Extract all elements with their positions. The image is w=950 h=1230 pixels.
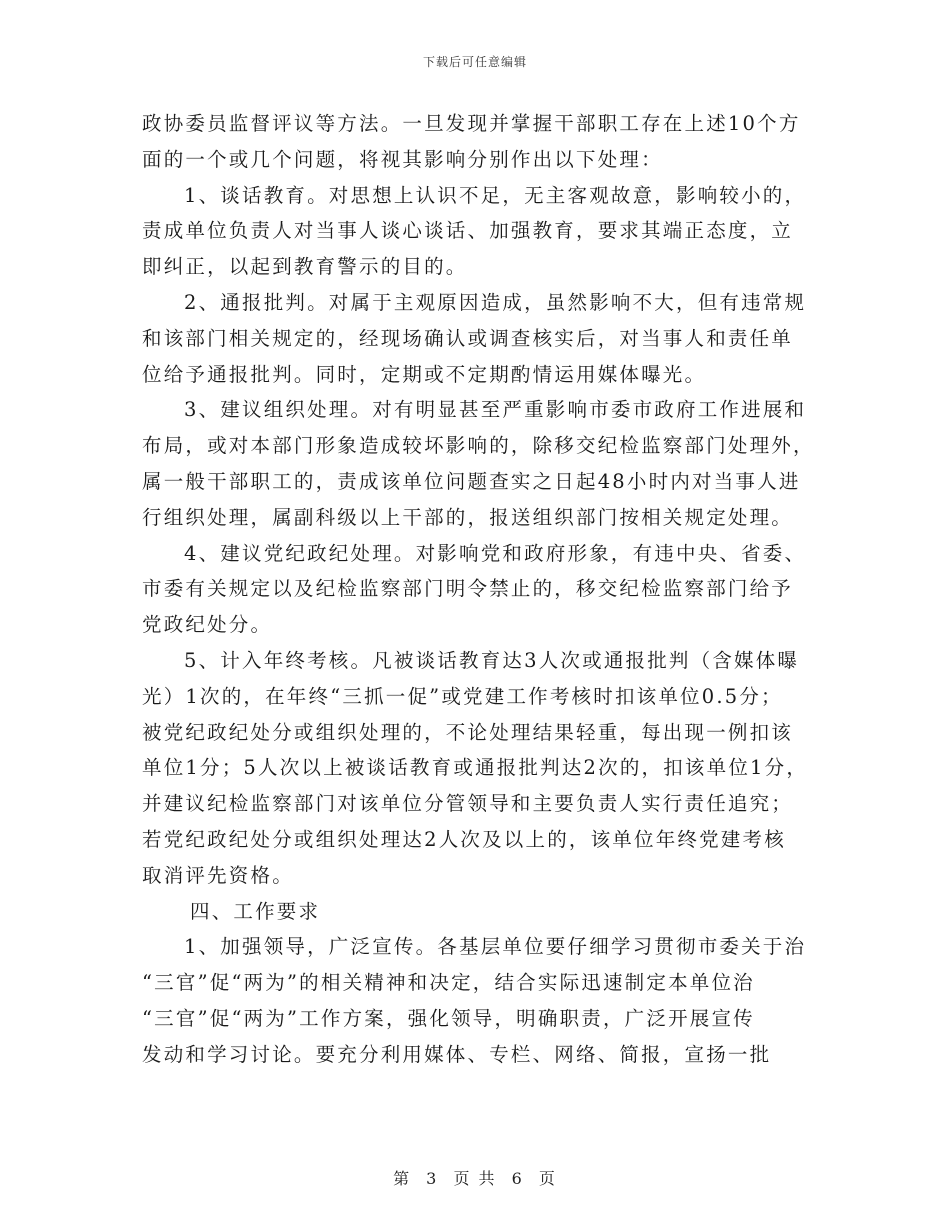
text-line: 并建议纪检监察部门对该单位分管领导和主要负责人实行责任追究； (142, 792, 794, 816)
text-line: 被党纪政纪处分或组织处理的，不论处理结果轻重，每出现一例扣该 (142, 720, 794, 744)
text-line: 1、加强领导，广泛宣传。各基层单位要仔细学习贯彻市委关于治 (184, 935, 807, 959)
text-line: 单位1分；5人次以上被谈话教育或通报批判达2次的，扣该单位1分， (142, 756, 809, 780)
text-line: 光）1次的，在年终“三抓一促”或党建工作考核时扣该单位0.5分； (142, 684, 783, 708)
text-line: 1、谈话教育。对思想上认识不足，无主客观故意，影响较小的， (184, 183, 807, 207)
text-line: 和该部门相关规定的，经现场确认或调查核实后，对当事人和责任单 (142, 326, 794, 350)
text-line: 行组织处理，属副科级以上干部的，报送组织部门按相关规定处理。 (142, 505, 794, 529)
text-line: 取消评先资格。 (142, 863, 294, 887)
text-line: 5、计入年终考核。凡被谈话教育达3人次或通报批判（含媒体曝 (184, 648, 800, 672)
text-line: 发动和学习讨论。要充分利用媒体、专栏、网络、简报，宣扬一批 (142, 1042, 772, 1066)
text-line: 3、建议组织处理。对有明显甚至严重影响市委市政府工作进展和 (184, 398, 807, 422)
text-line: 党政纪处分。 (142, 613, 273, 637)
footer-middle: 页 共 (453, 1169, 497, 1188)
text-line: 市委有关规定以及纪检监察部门明令禁止的，移交纪检监察部门给予 (142, 577, 794, 601)
text-line: 政协委员监督评议等方法。一旦发现并掌握干部职工存在上述10个方 (142, 112, 801, 135)
section-heading: 四、工作要求 (190, 899, 321, 923)
footer-total-pages: 6 (511, 1169, 524, 1188)
body-text (142, 106, 815, 1073)
text-line: 属一般干部职工的，责成该单位问题查实之日起48小时内对当事人进 (142, 469, 801, 493)
header-note: 下载后可任意编辑 (422, 55, 527, 69)
page-footer (0, 1166, 950, 1189)
text-line: 即纠正，以起到教育警示的目的。 (142, 255, 468, 279)
text-line: 若党纪政纪处分或组织处理达2人次及以上的，该单位年终党建考核 (142, 827, 786, 851)
text-line: 布局，或对本部门形象造成较坏影响的，除移交纪检监察部门处理外， (142, 434, 815, 458)
text-line: 位给予通报批判。同时，定期或不定期酌情运用媒体曝光。 (142, 362, 707, 386)
footer-page-number: 3 (426, 1169, 439, 1188)
text-line: 2、通报批判。对属于主观原因造成，虽然影响不大，但有违常规 (184, 290, 807, 314)
text-line: “三官”促“两为”工作方案，强化领导，明确职责，广泛开展宣传 (142, 1006, 755, 1030)
text-line: 责成单位负责人对当事人谈心谈话、加强教育，要求其端正态度，立 (142, 219, 794, 243)
text-line: 4、建议党纪政纪处理。对影响党和政府形象，有违中央、省委、 (184, 541, 807, 565)
footer-suffix: 页 (538, 1169, 557, 1188)
text-line: “三官”促“两为”的相关精神和决定，结合实际迅速制定本单位治 (142, 971, 755, 995)
footer-prefix: 第 (393, 1169, 412, 1188)
text-line: 面的一个或几个问题，将视其影响分别作出以下处理： (142, 147, 663, 171)
